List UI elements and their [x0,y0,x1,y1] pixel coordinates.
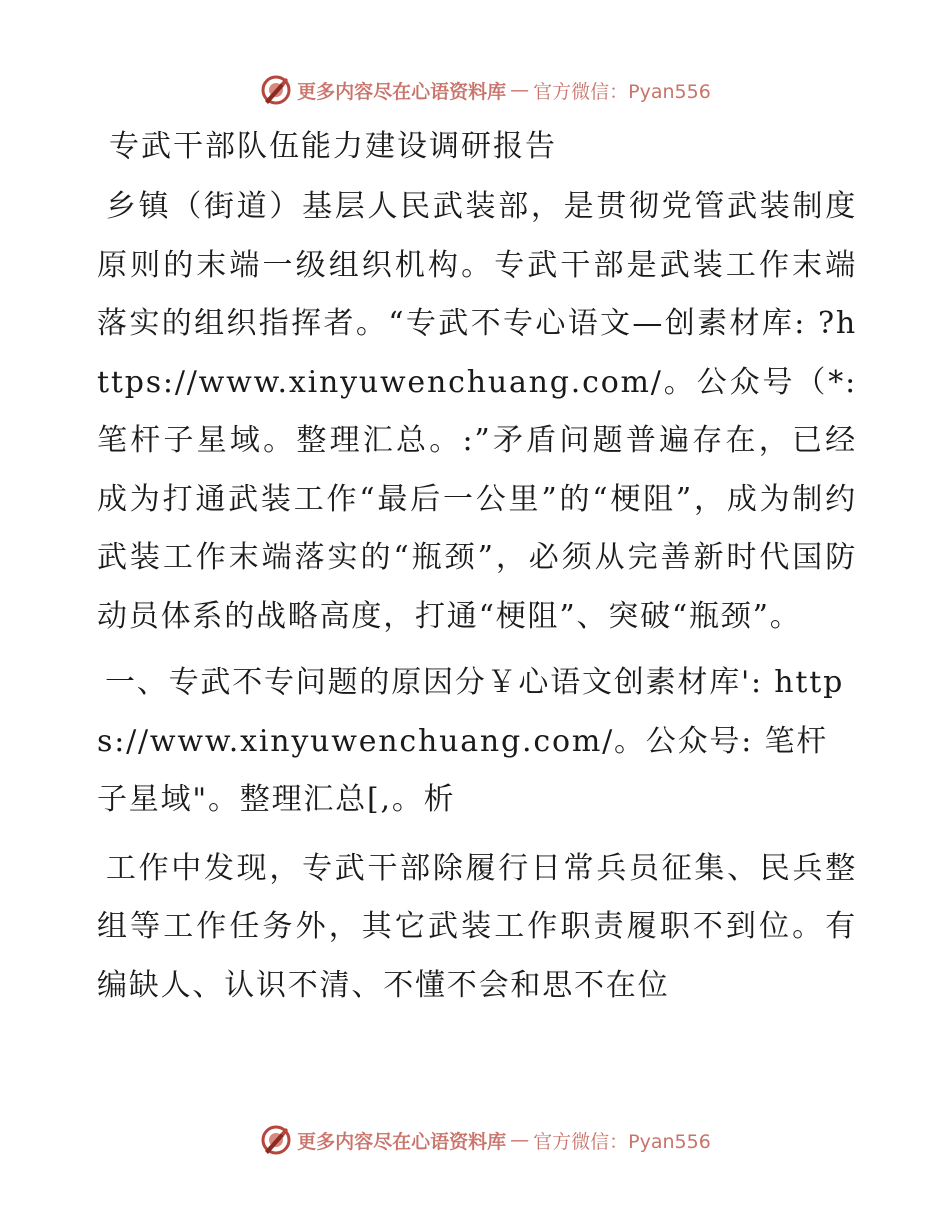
intro-paragraph [97,178,857,646]
section-heading-text: 一、专武不专问题的原因分￥心语文创素材库': https://www.xinyuwenchuang.com/。公众号: 笔杆子星域"。整理汇总[,。析 [97,665,845,817]
document-body [97,118,857,1023]
section-paragraph-text: 工作中发现，专武干部除履行日常兵员征集、民兵整组等工作任务外，其它武装工作职责履职不到位。有编缺人、认识不清、不懂不会和思不在位 [97,850,857,1003]
footer-banner-wechat-text: 官方微信：Pyan556 [533,1130,711,1153]
header-banner [0,70,950,110]
banner-main-text: 更多内容尽在心语资料库 [297,80,507,103]
footer-banner-separator: — [510,1129,530,1151]
footer-banner [0,1120,950,1160]
section-paragraph [97,840,857,1016]
section-heading [97,654,857,830]
document-title: 专武干部队伍能力建设调研报告 [109,129,557,164]
banner-wechat-text: 官方微信：Pyan556 [533,80,711,103]
brand-logo-icon [259,73,293,107]
footer-brand-logo-icon [259,1123,293,1157]
intro-paragraph-text: 乡镇（街道）基层人民武装部，是贯彻党管武装制度原则的末端一级组织机构。专武干部是武装工作末端落实的组织指挥者。“专武不专心语文—创素材库: ?https://www.xinyuwenchuang.com/。公众号（*: 笔杆子星域。整理汇总。:”矛盾问题普遍存在，已经成为打通武装工作“最后一公里”的“梗阻”，成为制约武装工作末端落实的“瓶颈”，必须从完善新时代国防动员体系的战略高度，打通“梗阻”、突破“瓶颈”。 [97,189,857,634]
footer-banner-main-text: 更多内容尽在心语资料库 [297,1130,507,1153]
banner-separator: — [510,79,530,101]
